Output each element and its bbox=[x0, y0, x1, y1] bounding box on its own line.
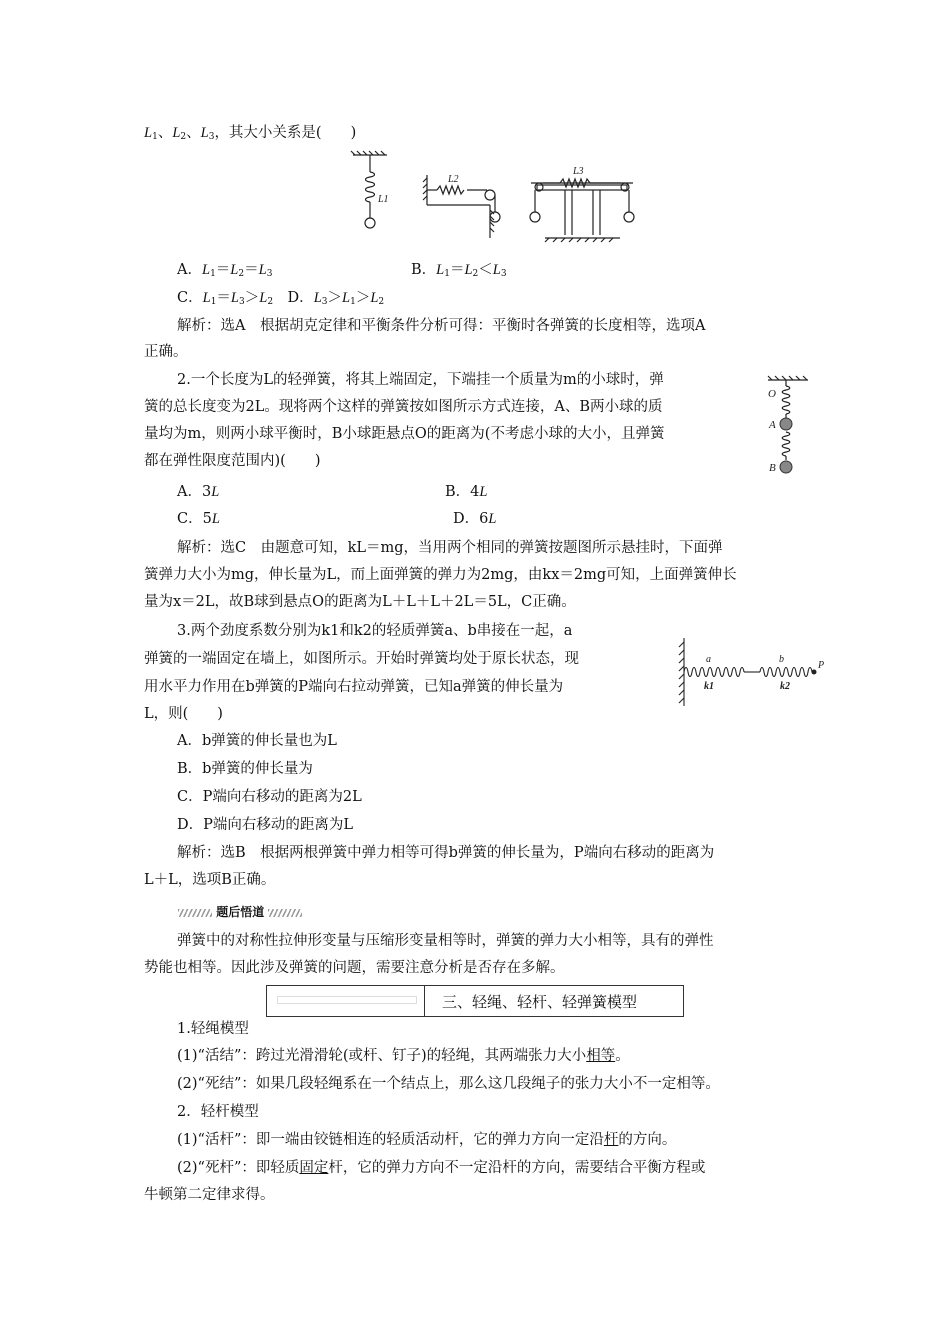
q3-analysis-2: L＋L，选项B正确。 bbox=[144, 872, 276, 888]
section-s1a-text: (1)“活结”：跨过光滑滑轮(或杆、钉子)的轻绳，其两端张力大小 bbox=[177, 1048, 587, 1064]
reflection-header bbox=[178, 903, 302, 920]
q3-option-b: B．b弹簧的伸长量为 bbox=[177, 761, 313, 777]
q2-option-d: D．6L bbox=[453, 511, 497, 527]
section-s2b-cont: 牛顿第二定律求得。 bbox=[144, 1187, 275, 1203]
section-s1a bbox=[177, 1046, 630, 1066]
section-title-bar bbox=[277, 996, 417, 1004]
q3-line-3: 用水平力作用在b弹簧的P端向右拉动弹簧，已知a弹簧的伸长量为 bbox=[144, 679, 564, 695]
q2-line-2: 簧的总长度变为2L。现将两个这样的弹簧按如图所示方式连接，A、B两小球的质 bbox=[144, 399, 663, 415]
section-s2a-end: 的方向。 bbox=[618, 1132, 677, 1148]
q1-analysis-2: 正确。 bbox=[144, 344, 188, 360]
q2-fig-label-a: A bbox=[769, 419, 776, 431]
q2-spring-figure bbox=[762, 372, 812, 482]
q3-line-2: 弹簧的一端固定在墙上，如图所示。开始时弹簧均处于原长状态，现 bbox=[144, 651, 579, 667]
q3-option-a: A．b弹簧的伸长量也为L bbox=[177, 733, 337, 749]
section-s1a-underline: 相等 bbox=[586, 1048, 616, 1064]
q1-option-b: B．$L_1=L_2<L_3$ bbox=[411, 262, 507, 279]
q3-fig-label-k1: k1 bbox=[704, 681, 714, 692]
section-s2a bbox=[177, 1130, 676, 1150]
section-s2a-underline: 杆 bbox=[603, 1132, 619, 1148]
q3-line-4: L，则( ) bbox=[144, 706, 223, 722]
section-s2a-text: (1)“活杆”：即一端由铰链相连的轻质活动杆，它的弹力方向一定沿 bbox=[177, 1132, 604, 1148]
q2-analysis-1: 解析：选C 由题意可知，kL＝mg，当用两个相同的弹簧按题图所示悬挂时，下面弹 bbox=[177, 540, 723, 556]
q3-fig-label-a: a bbox=[706, 654, 711, 665]
q2-option-c: C．5L bbox=[177, 511, 220, 527]
section-s1b: (2)“死结”：如果几段轻绳系在一个结点上，那么这几段绳子的张力大小不一定相等。 bbox=[177, 1076, 720, 1092]
q3-option-c: C．P端向右移动的距离为2L bbox=[177, 789, 362, 805]
hatch-decoration-right bbox=[268, 909, 302, 917]
q2-fig-label-o: O bbox=[768, 388, 776, 400]
q1-fig-label-2: L2 bbox=[448, 174, 459, 185]
q3-fig-label-k2: k2 bbox=[780, 681, 790, 692]
q1-stem-tail: ，其大小关系是( ) bbox=[214, 125, 357, 141]
q1-option-cd: C．$L_1=L_3>L_2$ D．$L_3>L_1>L_2$ bbox=[177, 290, 385, 307]
reflection-p2: 势能也相等。因此涉及弹簧的问题，需要注意分析是否存在多解。 bbox=[144, 960, 565, 976]
section-s2b bbox=[177, 1158, 705, 1178]
q2-line-4: 都在弹性限度范围内)( ) bbox=[144, 453, 321, 469]
q2-analysis-2: 簧弹力大小为mg，伸长量为L，而上面弹簧的弹力为2mg，由kx＝2mg可知，上面弹簧伸长 bbox=[144, 567, 737, 583]
q3-fig-label-p: P bbox=[818, 660, 825, 671]
q1-fig-label-3: L3 bbox=[573, 166, 584, 177]
q1-option-a: A．$L_1=L_2=L_3$ bbox=[177, 262, 273, 279]
q2-line-1: 2.一个长度为L的轻弹簧，将其上端固定，下端挂一个质量为m的小球时，弹 bbox=[177, 372, 664, 388]
q3-line-1: 3.两个劲度系数分别为k1和k2的轻质弹簧a、b串接在一起，a bbox=[177, 623, 573, 639]
q1-fig-label-1: L1 bbox=[378, 194, 389, 205]
q3-fig-label-b: b bbox=[779, 654, 784, 665]
reflection-header-label: 题后悟道 bbox=[216, 905, 265, 919]
section-s2b-underline: 固定 bbox=[299, 1160, 329, 1176]
section-title: 三、轻绳、轻杆、轻弹簧模型 bbox=[442, 993, 638, 1011]
section-title-box bbox=[266, 985, 684, 1017]
q3-spring-figure bbox=[674, 634, 834, 710]
section-h1: 1.轻绳模型 bbox=[177, 1021, 249, 1037]
reflection-p1: 弹簧中的对称性拉伸形变量与压缩形变量相等时，弹簧的弹力大小相等，具有的弹性 bbox=[177, 933, 714, 949]
q3-option-d: D．P端向右移动的距离为L bbox=[177, 817, 354, 833]
q2-fig-label-b: B bbox=[769, 462, 776, 474]
q2-option-b: B．4L bbox=[445, 484, 488, 500]
section-h2: 2．轻杆模型 bbox=[177, 1104, 259, 1120]
q1-stem: $L_1$、$L_2$、$L_3$，其大小关系是( ) bbox=[144, 125, 357, 142]
q2-line-3: 量均为m，则两小球平衡时，B小球距悬点O的距离为(不考虑小球的大小，且弹簧 bbox=[144, 426, 665, 442]
section-s2b-text: (2)“死杆”：即轻质 bbox=[177, 1160, 300, 1176]
q1-spring-figure bbox=[345, 150, 645, 245]
q3-analysis-1: 解析：选B 根据两根弹簧中弹力相等可得b弹簧的伸长量为，P端向右移动的距离为 bbox=[177, 845, 715, 861]
section-title-box-left bbox=[267, 986, 425, 1016]
q2-analysis-3: 量为x＝2L，故B球到悬点O的距离为L＋L＋L＋2L＝5L，C正确。 bbox=[144, 594, 576, 610]
section-s1a-end: 。 bbox=[615, 1048, 630, 1064]
section-s2b-text-2: 杆，它的弹力方向不一定沿杆的方向，需要结合平衡方程或 bbox=[328, 1160, 706, 1176]
hatch-decoration-left bbox=[178, 909, 212, 917]
q2-option-a: A．3L bbox=[177, 484, 220, 500]
q1-analysis-1: 解析：选A 根据胡克定律和平衡条件分析可得：平衡时各弹簧的长度相等，选项A bbox=[177, 318, 706, 334]
